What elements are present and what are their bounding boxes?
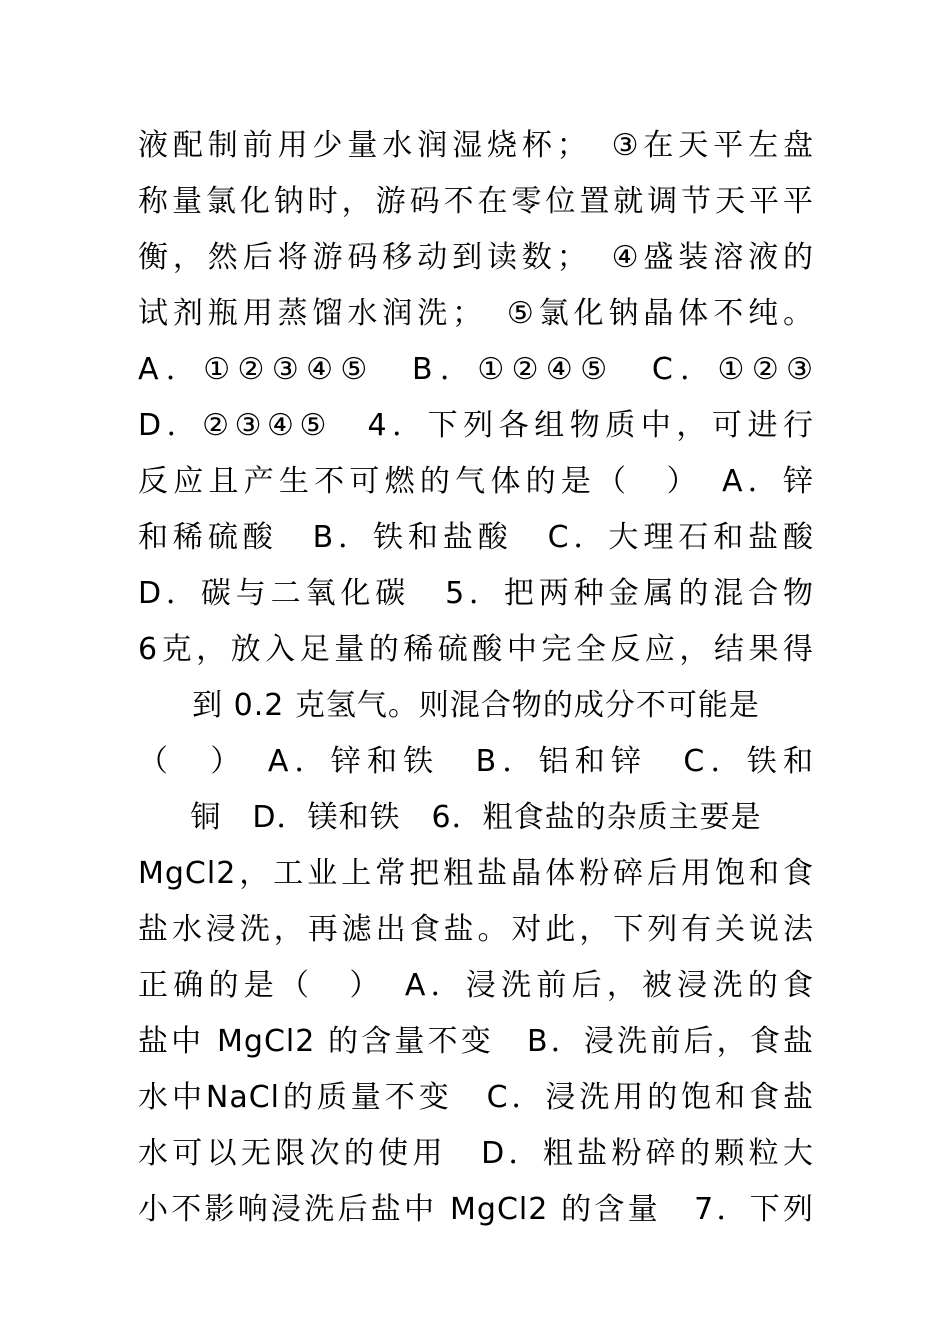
text-line: A．①②③④⑤ B．①②④⑤ C．①②③	[138, 352, 814, 387]
text-line: D．碳与二氧化碳 5．把两种金属的混合物	[138, 576, 814, 611]
text-line: 到 0.2 克氢气。则混合物的成分不可能是	[192, 688, 760, 723]
question-text-block	[138, 118, 814, 1238]
text-line: 试剂瓶用蒸馏水润洗； ⑤氯化钠晶体不纯。	[138, 296, 814, 331]
text-line: 正确的是（ ） A．浸洗前后，被浸洗的食	[138, 968, 814, 1003]
text-line: （ ） A．锌和铁 B．铝和锌 C．铁和	[138, 744, 814, 779]
text-line: 盐水浸洗，再滤出食盐。对此，下列有关说法	[138, 912, 814, 947]
text-line: 反应且产生不可燃的气体的是（ ） A．锌	[138, 464, 814, 499]
text-line: 6克，放入足量的稀硫酸中完全反应，结果得	[138, 632, 814, 667]
text-line: 水可以无限次的使用 D．粗盐粉碎的颗粒大	[138, 1136, 814, 1171]
text-line: 称量氯化钠时，游码不在零位置就调节天平平	[138, 184, 814, 219]
text-line: 铜 D．镁和铁 6．粗食盐的杂质主要是	[190, 800, 762, 835]
text-line: 衡，然后将游码移动到读数； ④盛装溶液的	[138, 240, 814, 275]
text-line: D．②③④⑤ 4．下列各组物质中，可进行	[138, 408, 814, 443]
text-line: 水中NaCl的质量不变 C．浸洗用的饱和食盐	[138, 1080, 814, 1115]
text-line: 和稀硫酸 B．铁和盐酸 C．大理石和盐酸	[138, 520, 814, 555]
text-line: 盐中 MgCl2 的含量不变 B．浸洗前后，食盐	[138, 1024, 814, 1059]
text-line: 小不影响浸洗后盐中 MgCl2 的含量 7．下列	[138, 1192, 814, 1227]
text-line: 液配制前用少量水润湿烧杯； ③在天平左盘	[138, 128, 814, 163]
text-line: MgCl2，工业上常把粗盐晶体粉碎后用饱和食	[138, 856, 814, 891]
